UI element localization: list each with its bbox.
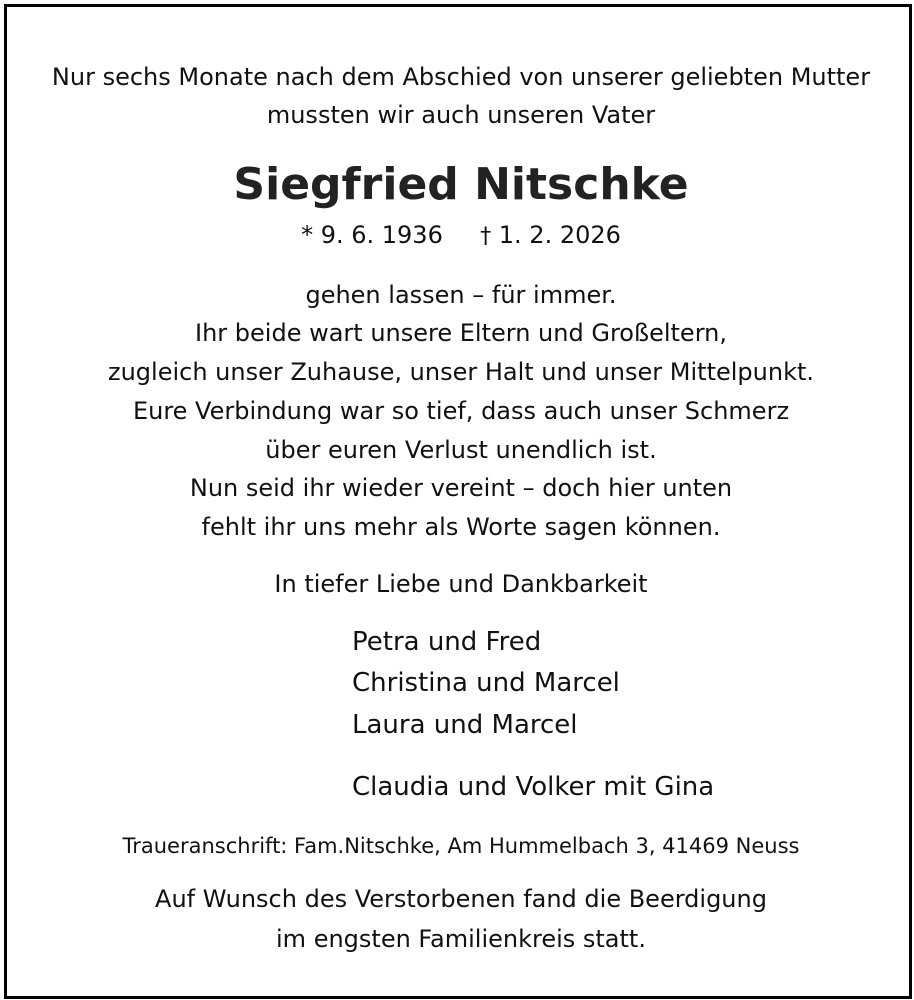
family-member: Claudia und Volker mit Gina bbox=[352, 772, 715, 802]
poem-line-1: gehen lassen – für immer. bbox=[305, 281, 617, 309]
birth-date: * 9. 6. 1936 bbox=[301, 221, 443, 249]
obituary-frame bbox=[4, 4, 912, 999]
signoff: In tiefer Liebe und Dankbarkeit bbox=[274, 570, 648, 598]
family-member: Petra und Fred bbox=[352, 627, 542, 657]
poem-line-3: zugleich unser Zuhause, unser Halt und unser Mittelpunkt. bbox=[107, 358, 815, 386]
poem-line-2: Ihr beide wart unsere Eltern und Großeltern, bbox=[195, 319, 727, 347]
funeral-note-line-1: Auf Wunsch des Verstorbenen fand die Beerdigung bbox=[155, 885, 767, 913]
intro-line-1: Nur sechs Monate nach dem Abschied von unserer geliebten Mutter bbox=[51, 63, 871, 91]
poem-line-7: fehlt ihr uns mehr als Worte sagen können. bbox=[201, 513, 721, 541]
family-member: Christina und Marcel bbox=[352, 668, 620, 698]
funeral-note-line-2: im engsten Familienkreis statt. bbox=[276, 925, 646, 953]
poem-line-5: über euren Verlust unendlich ist. bbox=[265, 436, 657, 464]
condolence-address: Traueranschrift: Fam.Nitschke, Am Hummelbach 3, 41469 Neuss bbox=[122, 834, 800, 858]
death-cross-icon: † bbox=[480, 224, 492, 249]
life-dates bbox=[7, 223, 914, 248]
death-date: 1. 2. 2026 bbox=[498, 221, 621, 249]
poem-line-6: Nun seid ihr wieder vereint – doch hier unten bbox=[189, 474, 733, 502]
intro-line-2: mussten wir auch unseren Vater bbox=[266, 101, 656, 129]
poem-line-4: Eure Verbindung war so tief, dass auch unser Schmerz bbox=[132, 397, 790, 425]
family-member: Laura und Marcel bbox=[352, 710, 578, 740]
deceased-name: Siegfried Nitschke bbox=[233, 159, 689, 210]
